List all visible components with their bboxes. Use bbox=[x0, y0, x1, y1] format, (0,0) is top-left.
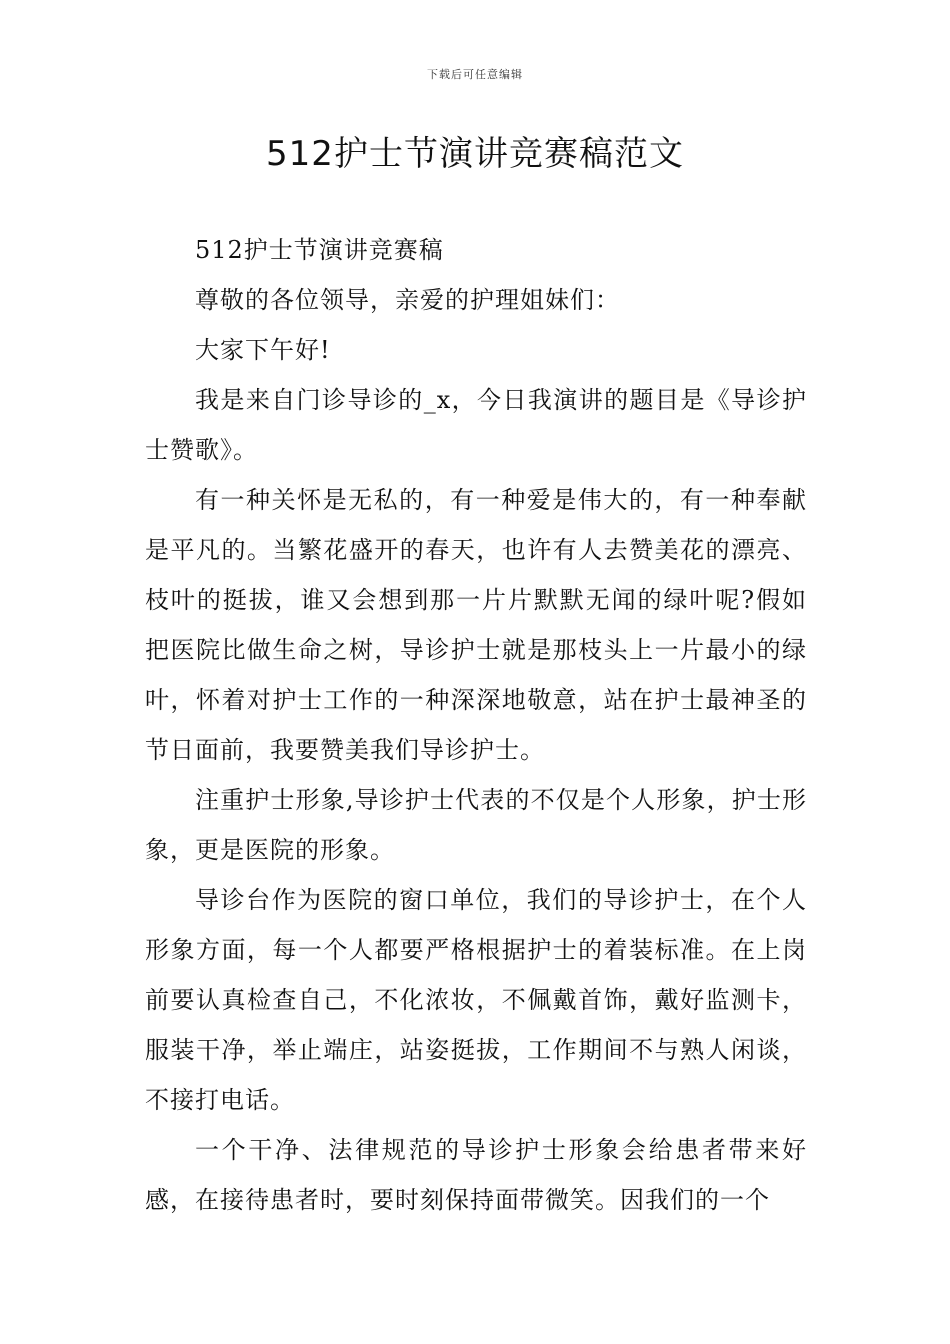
paragraph: 我是来自门诊导诊的_x，今日我演讲的题目是《导诊护士赞歌》。 bbox=[145, 386, 807, 464]
paragraph: 导诊台作为医院的窗口单位，我们的导诊护士，在个人形象方面，每一个人都要严格根据护士的着装标准。在上岗前要认真检查自己，不化浓妆，不佩戴首饰，戴好监测卡，服装干净，举止端庄，站姿挺拔，工作期间不与熟人闲谈，不接打电话。 bbox=[145, 886, 807, 1114]
paragraph: 大家下午好! bbox=[195, 336, 331, 364]
paragraph: 注重护士形象,导诊护士代表的不仅是个人形象，护士形象，更是医院的形象。 bbox=[145, 786, 807, 864]
document-body bbox=[145, 225, 807, 1225]
header-note: 下载后可任意编辑 bbox=[427, 68, 523, 81]
paragraph: 有一种关怀是无私的，有一种爱是伟大的，有一种奉献是平凡的。当繁花盛开的春天，也许有人去赞美花的漂亮、枝叶的挺拔，谁又会想到那一片片默默无闻的绿叶呢?假如把医院比做生命之树，导诊护士就是那枝头上一片最小的绿叶，怀着对护士工作的一种深深地敬意，站在护士最神圣的节日面前，我要赞美我们导诊护士。 bbox=[145, 486, 807, 764]
paragraph: 512护士节演讲竞赛稿 bbox=[195, 236, 444, 264]
paragraph: 尊敬的各位领导，亲爱的护理姐妹们： bbox=[195, 286, 620, 314]
paragraph: 一个干净、法律规范的导诊护士形象会给患者带来好感，在接待患者时，要时刻保持面带微笑。因我们的一个 bbox=[145, 1136, 807, 1214]
document-title: 512护士节演讲竞赛稿范文 bbox=[266, 134, 684, 174]
